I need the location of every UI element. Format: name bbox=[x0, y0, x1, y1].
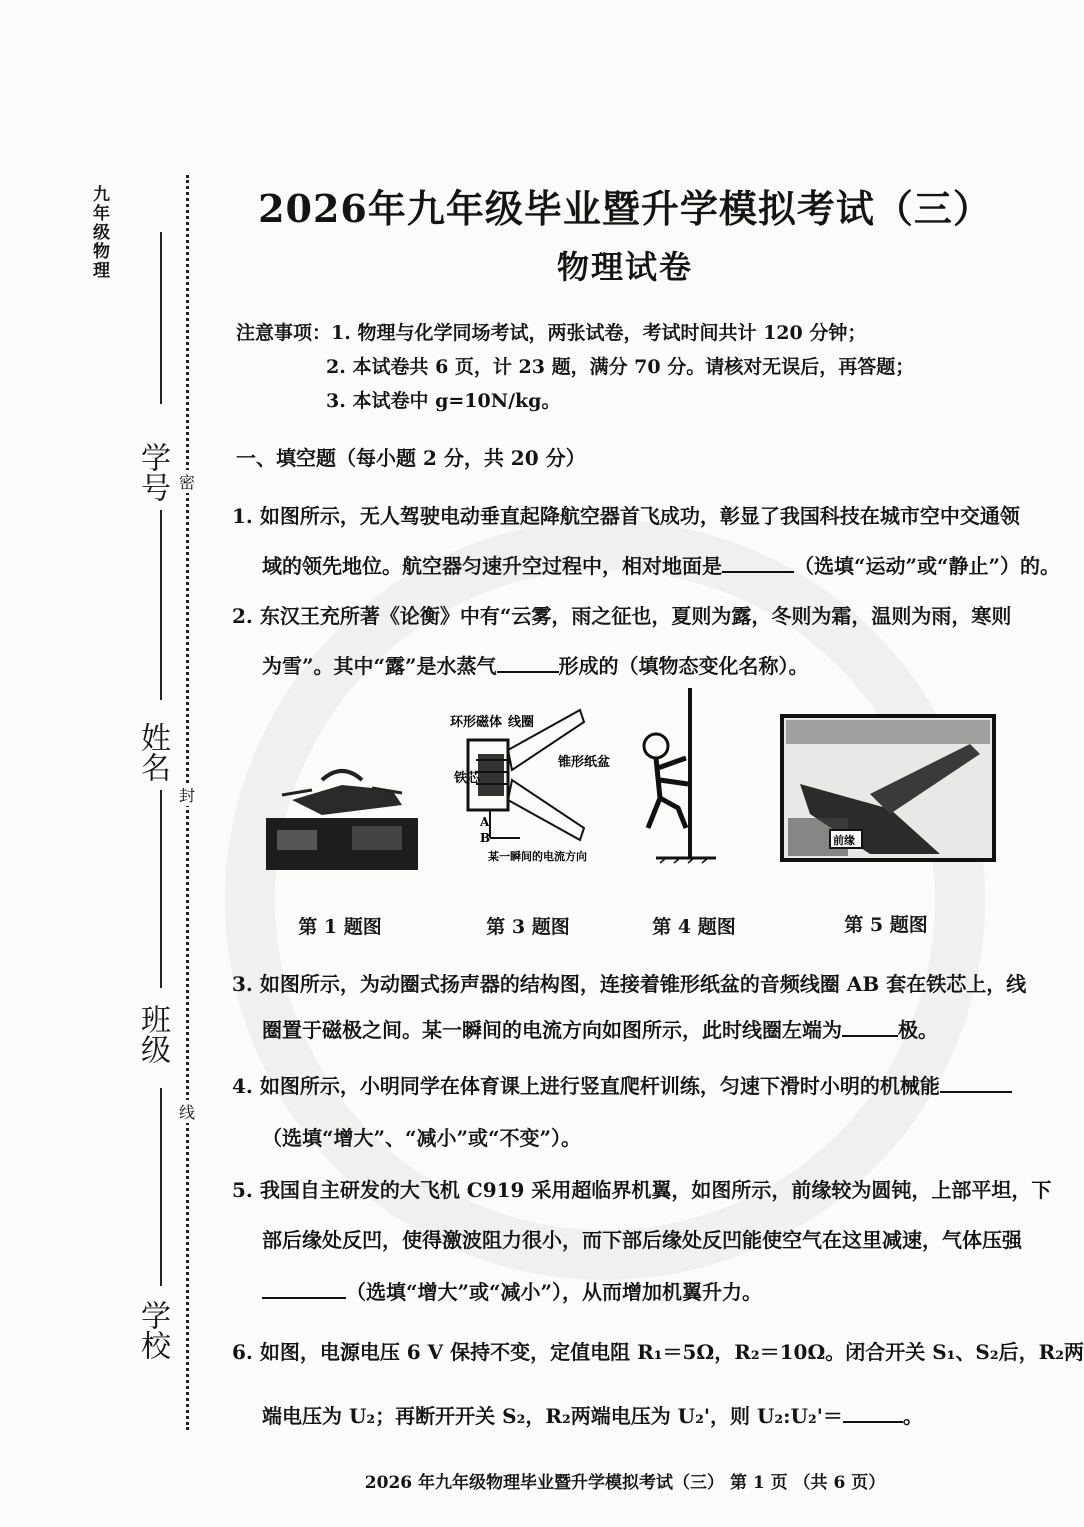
question-1-text-b: （选填“运动”或“静止”）的。 bbox=[794, 554, 1061, 578]
question-6-text-b: 。 bbox=[902, 1404, 923, 1428]
page-footer: 2026 年九年级物理毕业暨升学模拟考试（三） 第 1 页 （共 6 页） bbox=[364, 1473, 886, 1493]
question-5-answer-blank[interactable] bbox=[262, 1279, 346, 1299]
question-4-line-2: （选填“增大”、“减小”或“不变”）。 bbox=[262, 1126, 582, 1150]
student-name-line[interactable] bbox=[160, 510, 162, 700]
figure-5-aircraft-photo bbox=[780, 714, 996, 862]
question-2-answer-blank[interactable] bbox=[497, 653, 559, 673]
question-3-text-a: 圈置于磁极之间。某一瞬间的电流方向如图所示，此时线圈左端为 bbox=[262, 1018, 842, 1042]
student-name-label: 姓名 bbox=[135, 722, 170, 782]
question-3-text-b: 极。 bbox=[898, 1018, 938, 1042]
student-class-line[interactable] bbox=[160, 790, 162, 988]
question-1-answer-blank[interactable] bbox=[722, 553, 794, 573]
fig3-label-cone: 锥形纸盆 bbox=[558, 755, 611, 770]
question-6-text-a: 端电压为 U₂；再断开开关 S₂，R₂两端电压为 U₂'，则 U₂:U₂'＝ bbox=[262, 1404, 843, 1428]
caption-figure-1: 第 1 题图 bbox=[298, 916, 382, 938]
margin-note: 九年级物理 bbox=[89, 185, 109, 280]
fig3-label-coil: 线圈 bbox=[508, 715, 535, 730]
question-3-line-2 bbox=[262, 1014, 1042, 1043]
notice-line-1 bbox=[236, 318, 866, 345]
question-5-line-3 bbox=[262, 1276, 1042, 1305]
student-school-line[interactable] bbox=[160, 1088, 162, 1286]
question-5-line-1: 5. 我国自主研发的大飞机 C919 采用超临界机翼，如图所示，前缘较为圆钝，上部平坦，下 bbox=[232, 1178, 1052, 1202]
question-4-answer-blank[interactable] bbox=[940, 1073, 1012, 1093]
question-5-line-2: 部后缘处反凹，使得激波阻力很小，而下部后缘处反凹能使空气在这里减速，气体压强 bbox=[262, 1228, 1022, 1252]
fig5-label: 前缘 bbox=[833, 834, 855, 847]
caption-figure-4: 第 4 题图 bbox=[652, 916, 736, 938]
student-class-label: 班级 bbox=[135, 1004, 170, 1064]
question-2-text-b: 形成的（填物态变化名称）。 bbox=[558, 654, 809, 678]
student-school-label: 学校 bbox=[135, 1300, 170, 1360]
binding-char-xian: 线 bbox=[176, 1100, 198, 1123]
watermark-seal bbox=[225, 520, 985, 1280]
notice-item-3: 3. 本试卷中 g=10N/kg。 bbox=[326, 390, 561, 412]
caption-figure-5: 第 5 题图 bbox=[844, 914, 928, 936]
notice-label: 注意事项： bbox=[236, 322, 332, 344]
question-6-answer-blank[interactable] bbox=[843, 1403, 903, 1423]
question-1-line-1: 1. 如图所示，无人驾驶电动垂直起降航空器首飞成功，彰显了我国科技在城市空中交通领 bbox=[232, 504, 1020, 528]
question-3-line-1: 3. 如图所示，为动圈式扬声器的结构图，连接着锥形纸盆的音频线圈 AB 套在铁芯上，线 bbox=[232, 972, 1027, 996]
notice-item-1: 1. 物理与化学同场考试，两张试卷，考试时间共计 120 分钟； bbox=[331, 322, 867, 344]
section-heading-fill-blank: 一、填空题（每小题 2 分，共 20 分） bbox=[236, 446, 586, 470]
fig3-label-ring-magnet: 环形磁体 bbox=[450, 715, 503, 730]
exam-title: 2026年九年级毕业暨升学模拟考试（三） bbox=[258, 186, 992, 231]
student-number-line[interactable] bbox=[160, 232, 162, 404]
fig3-label-core: 铁芯 bbox=[454, 771, 481, 786]
figure-4-pole-climber bbox=[638, 688, 718, 870]
fig3-label-a: A bbox=[480, 815, 490, 829]
question-4-line-1 bbox=[232, 1070, 1012, 1099]
binding-char-mi: 密 bbox=[176, 470, 198, 493]
question-2-text-a: 为雪”。其中“露”是水蒸气 bbox=[262, 654, 497, 678]
question-4-text: 4. 如图所示，小明同学在体育课上进行竖直爬杆训练，匀速下滑时小明的机械能 bbox=[232, 1074, 940, 1098]
figure-1-aircraft-photo bbox=[262, 760, 422, 872]
exam-subtitle: 物理试卷 bbox=[556, 248, 693, 286]
binding-char-feng: 封 bbox=[176, 783, 198, 806]
question-5-text: （选填“增大”或“减小”），从而增加机翼升力。 bbox=[346, 1280, 763, 1304]
question-2-line-1: 2. 东汉王充所著《论衡》中有“云雾，雨之征也，夏则为露，冬则为霜，温则为雨，寒则 bbox=[232, 604, 1012, 628]
caption-figure-3: 第 3 题图 bbox=[486, 916, 570, 938]
figure-3-speaker-diagram bbox=[450, 710, 611, 875]
fig3-label-current: 某一瞬间的电流方向 bbox=[488, 850, 587, 863]
question-2-line-2 bbox=[262, 650, 1042, 679]
question-6-line-2 bbox=[262, 1400, 1042, 1429]
question-1-line-2 bbox=[262, 550, 1061, 579]
fig3-label-b: B bbox=[480, 831, 491, 845]
question-1-text-a: 域的领先地位。航空器匀速升空过程中，相对地面是 bbox=[262, 554, 722, 578]
question-6-line-1: 6. 如图，电源电压 6 V 保持不变，定值电阻 R₁＝5Ω，R₂＝10Ω。闭合开关 S₁、S₂后，R₂两 bbox=[232, 1340, 1084, 1364]
notice-item-2: 2. 本试卷共 6 页，计 23 题，满分 70 分。请核对无误后，再答题； bbox=[326, 356, 915, 378]
student-number-label: 学号 bbox=[135, 442, 170, 502]
question-3-answer-blank[interactable] bbox=[842, 1017, 898, 1037]
